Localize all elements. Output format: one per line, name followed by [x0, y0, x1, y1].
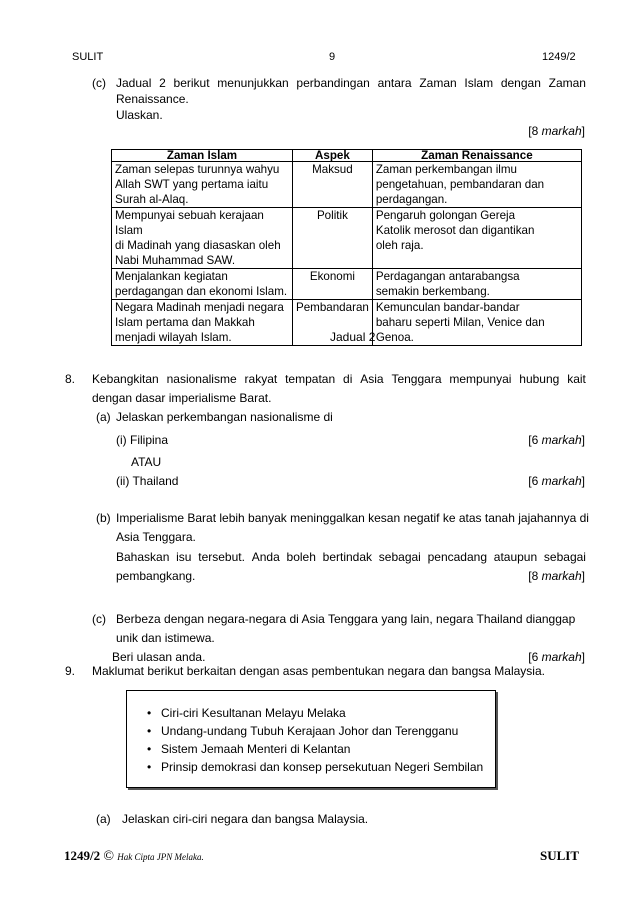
q8a-i-marks: [6 markah]	[528, 433, 585, 447]
q8b-marks: [8 markah]	[528, 569, 585, 583]
q8b-text: Imperialisme Barat lebih banyak meninggalkan kesan negatif ke atas tanah jajahannya di	[116, 511, 589, 525]
q7c-line1-word: berikut	[173, 76, 210, 90]
q7c-marks: [8 markah]	[528, 124, 585, 138]
cell-line: Pengaruh golongan Gereja	[375, 209, 516, 222]
cell-line: semakin berkembang.	[375, 285, 490, 298]
q7c-line1-word: antara	[377, 76, 412, 90]
header-code: 1249/2	[542, 51, 576, 63]
q8b-line2: Asia Tenggara.	[116, 530, 196, 544]
list-item	[147, 758, 483, 776]
q7c-instruction: Ulaskan.	[116, 108, 163, 122]
cell-line: Allah SWT yang pertama iaitu	[115, 178, 269, 191]
table-cell-zaman-islam	[112, 269, 293, 300]
table-cell-zaman-renaissance	[372, 162, 581, 208]
table-cell-aspek: Politik	[293, 208, 373, 269]
comparison-table	[111, 149, 582, 346]
q7c-line1-word: Islam	[464, 76, 494, 90]
q7c-line1-word: perbandingan	[296, 76, 370, 90]
q8b-line3-word: tersebut.	[198, 550, 245, 564]
q8-intro-word: Tenggara	[391, 372, 442, 386]
cell-line: Kemunculan bandar-bandar	[375, 301, 520, 314]
header-left: SULIT	[72, 51, 104, 63]
bullet-icon: •	[147, 706, 152, 720]
table-cell-zaman-renaissance	[372, 269, 581, 300]
table-header-aspek: Aspek	[293, 150, 373, 162]
table-row	[112, 162, 582, 208]
q7c-line1	[116, 76, 586, 90]
table-cell-aspek: Pembandaran	[293, 300, 373, 346]
q8b-line3-word: isu	[176, 550, 192, 564]
q8-intro-word: rakyat	[244, 372, 278, 386]
q8c-text: Berbeza dengan negara-negara di Asia Tenggara yang lain, negara Thailand dianggap	[116, 612, 576, 626]
table-cell-zaman-renaissance	[372, 300, 581, 346]
cell-line: Genoa.	[375, 331, 414, 344]
q8b-line3-word: Anda	[251, 550, 280, 564]
q8b-line3-word: sebagai	[543, 550, 586, 564]
q8-intro-line2: dengan dasar imperialisme Barat.	[92, 391, 272, 405]
cell-line: perdagangan.	[375, 193, 448, 206]
table-cell-zaman-islam	[112, 300, 293, 346]
cell-line: Perdagangan antarabangsa	[375, 270, 520, 283]
list-item-text: Undang-undang Tubuh Kerajaan Johor dan Terengganu	[161, 724, 459, 738]
q8a-i-filipina: (i) Filipina	[116, 433, 169, 447]
cell-line: Surah al-Alaq.	[115, 193, 189, 206]
cell-line: menjadi wilayah Islam.	[115, 331, 232, 344]
q7c-line1-word: dengan	[500, 76, 541, 90]
q8b-line3-word: Bahaskan	[116, 550, 170, 564]
q7c-line1-word: Jadual	[116, 76, 152, 90]
cell-line: Zaman perkembangan ilmu	[375, 163, 517, 176]
q8a-ii-marks: [6 markah]	[528, 474, 585, 488]
q8-intro-word: hubung	[519, 372, 560, 386]
bullet-icon: •	[147, 724, 152, 738]
cell-line: Mempunyai sebuah kerajaan Islam	[115, 209, 264, 237]
list-item-text: Sistem Jemaah Menteri di Kelantan	[161, 742, 351, 756]
q8a-label: (a)	[96, 410, 111, 424]
q8a-ii-thailand: (ii) Thailand	[116, 474, 179, 488]
table-cell-aspek: Ekonomi	[293, 269, 373, 300]
list-item	[147, 704, 483, 722]
q9-info-box	[126, 690, 496, 788]
table-cell-zaman-renaissance	[372, 208, 581, 269]
q8b-label: (b)	[96, 511, 111, 525]
q8a-text: Jelaskan perkembangan nasionalisme di	[116, 410, 333, 424]
table-cell-zaman-islam	[112, 162, 293, 208]
q7c-line1-word: Zaman	[419, 76, 457, 90]
q7c-line1-word: Zaman	[548, 76, 586, 90]
table-header-zaman-renaissance: Zaman Renaissance	[372, 150, 581, 162]
q7c-label: (c)	[92, 76, 106, 90]
q7c-line2: Renaissance.	[116, 92, 189, 106]
q8-intro-word: di	[343, 372, 353, 386]
table-header-zaman-islam: Zaman Islam	[112, 150, 293, 162]
q8-intro-word: kait	[567, 372, 586, 386]
q9-bullet-list	[147, 704, 483, 776]
q9a-text: Jelaskan ciri-ciri negara dan bangsa Malaysia.	[122, 812, 369, 826]
q9-intro: Maklumat berikut berkaitan dengan asas pembentukan negara dan bangsa Malaysia.	[92, 664, 545, 678]
footer-left: 1249/2 © Hak Cipta JPN Melaka.	[64, 848, 204, 864]
cell-line: baharu seperti Milan, Venice dan	[375, 316, 545, 329]
table-row	[112, 269, 582, 300]
q8-number: 8.	[65, 372, 76, 386]
table-cell-zaman-islam	[112, 208, 293, 269]
q8b-line3-word: pencadang	[427, 550, 487, 564]
cell-line: Negara Madinah menjadi negara	[115, 301, 284, 314]
q8b-line3-word: ataupun	[493, 550, 538, 564]
q8-intro-word: Kebangkitan	[92, 372, 159, 386]
q8-intro-word: mempunyai	[449, 372, 512, 386]
q8b-line3-word: bertindak	[322, 550, 373, 564]
list-item-text: Ciri-ciri Kesultanan Melayu Melaka	[161, 706, 346, 720]
q8-intro-word: Asia	[360, 372, 384, 386]
q7c-line1-word: 2	[159, 76, 166, 90]
q7c-line1-word: menunjukkan	[217, 76, 289, 90]
cell-line: Katolik merosot dan digantikan	[375, 224, 535, 237]
q8b-line4: pembangkang.	[116, 569, 196, 583]
list-item-text: Prinsip demokrasi dan konsep persekutuan Negeri Sembilan	[161, 760, 484, 774]
q8-intro-word: nasionalisme	[166, 372, 237, 386]
bullet-icon: •	[147, 742, 152, 756]
header-page-number: 9	[329, 51, 336, 63]
bullet-icon: •	[147, 760, 152, 774]
cell-line: Menjalankan kegiatan	[115, 270, 228, 283]
q8-intro-word: tempatan	[285, 372, 336, 386]
list-item	[147, 740, 483, 758]
q8c-line2: unik dan istimewa.	[116, 631, 215, 645]
table-row	[112, 208, 582, 269]
q8c-line3: Beri ulasan anda.	[112, 650, 206, 664]
q8c-marks: [6 markah]	[528, 650, 585, 664]
footer-right: SULIT	[540, 848, 580, 863]
cell-line: Zaman selepas turunnya wahyu	[115, 163, 280, 176]
q8b-line3-word: sebagai	[378, 550, 421, 564]
table-header-row	[112, 150, 582, 162]
q8-intro-line1	[92, 372, 586, 386]
q8c-label: (c)	[92, 612, 106, 626]
q9-number: 9.	[65, 664, 76, 678]
cell-line: di Madinah yang diasaskan oleh	[115, 239, 281, 252]
q8a-atau: ATAU	[131, 455, 162, 469]
cell-line: Islam pertama dan Makkah	[115, 316, 255, 329]
q8b-line3	[116, 550, 586, 564]
list-item	[147, 722, 483, 740]
cell-line: pengetahuan, pembandaran dan	[375, 178, 545, 191]
q8b-line3-word: boleh	[286, 550, 316, 564]
cell-line: oleh raja.	[375, 239, 424, 252]
cell-line: Nabi Muhammad SAW.	[115, 254, 236, 267]
q9a-label: (a)	[96, 812, 111, 826]
table-cell-aspek: Maksud	[293, 162, 373, 208]
cell-line: perdagangan dan ekonomi Islam.	[115, 285, 288, 298]
table-caption: Jadual 2	[330, 330, 376, 344]
